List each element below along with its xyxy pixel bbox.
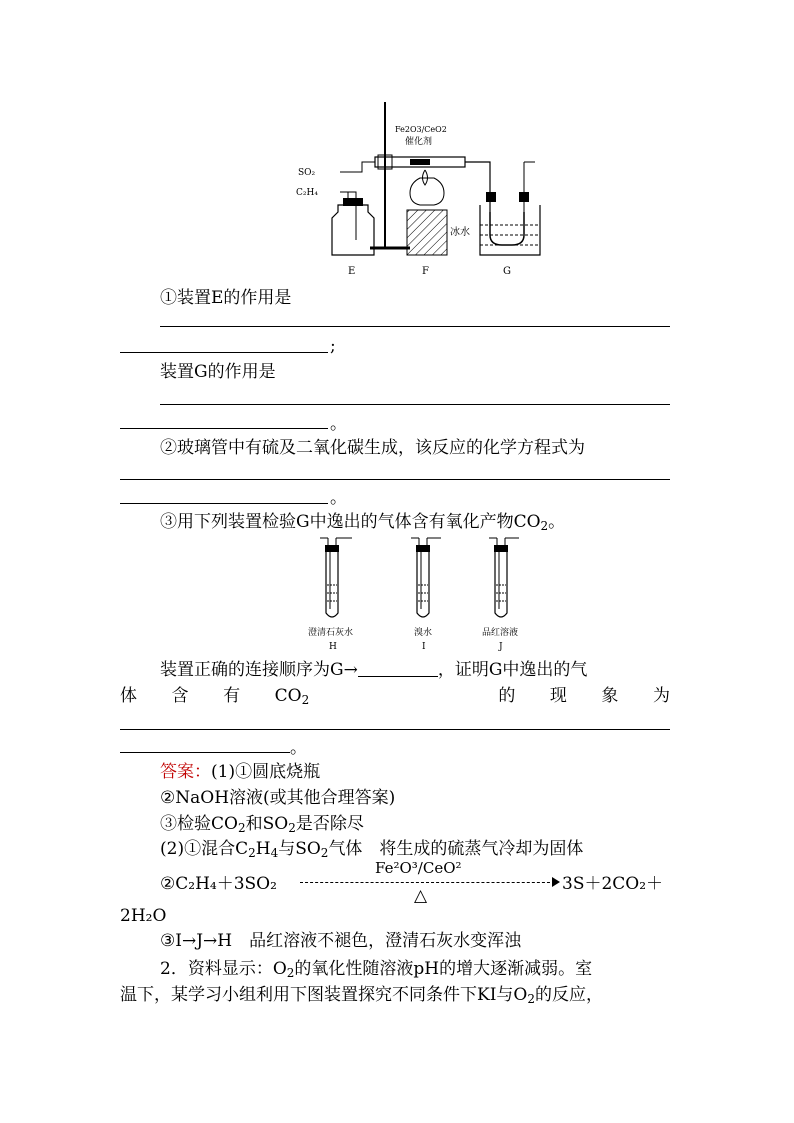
tube-h [320, 538, 352, 617]
label-f: F [422, 266, 429, 277]
tube-i-name: 溴水 [414, 628, 433, 638]
next-question-line-2: 温下，某学习小组利用下图装置探究不同条件下KI与$O_2$的反应， [120, 985, 603, 1006]
answer-blank-1a[interactable] [160, 326, 670, 327]
question-1: ①装置E的作用是 [160, 288, 292, 308]
answer-line-7: ③I→J→H 品红溶液不褪色，澄清石灰水变浑浊 [160, 931, 522, 951]
tube-i [411, 538, 441, 617]
question-4: ③用下列装置检验G中逸出的气体含有氧化产物$CO_2$。 [160, 512, 566, 533]
tube-j [489, 538, 519, 617]
answer-blank-1b[interactable] [120, 352, 328, 353]
arrow-head [552, 877, 560, 887]
question-5: 装置正确的连接顺序为G→ ，证明G中逸出的气 [160, 660, 588, 680]
answer-line-3: ③检验$CO_2$和$SO_2$是否除尽 [160, 814, 364, 835]
q3-end: 。 [330, 488, 347, 508]
question-2: 装置G的作用是 [160, 362, 276, 382]
ice-water-label: 冰水 [450, 227, 470, 238]
answer-blank-3b[interactable] [120, 503, 328, 504]
answer-blank-3a[interactable] [120, 479, 670, 480]
answer-blank-2b[interactable] [120, 428, 328, 429]
q5-end: 。 [290, 738, 307, 758]
so2-label: SO₂ [298, 168, 316, 178]
answer-label: 答案： [160, 762, 211, 782]
tube-h-name: 澄清石灰水 [308, 628, 354, 638]
catalyst-label: 催化剂 [405, 137, 433, 147]
apparatus-figure-efg [290, 100, 550, 280]
tube-j-letter: J [499, 642, 503, 652]
tube-h-letter: H [329, 642, 337, 652]
answer-line-4: (2)①混合$C_2H_4$与$SO_2$气体 将生成的硫蒸气冷却为固体 [160, 839, 584, 860]
label-e: E [348, 266, 356, 277]
answer-equation-left: ②C₂H₄＋3SO₂ [160, 874, 277, 894]
tube-j-name: 品红溶液 [482, 628, 519, 638]
reaction-arrow [300, 882, 555, 883]
answer-line-1: 答案：(1)①圆底烧瓶 [160, 762, 321, 782]
answer-line-6: 2H₂O [120, 906, 167, 926]
next-question-line-1: 2．资料显示：$O_2$的氧化性随溶液pH的增大逐渐减弱。室 [160, 959, 593, 980]
question-3: ②玻璃管中有硫及二氧化碳生成，该反应的化学方程式为 [160, 438, 585, 458]
answer-line-2: ②NaOH溶液(或其他合理答案) [160, 788, 396, 808]
tube-i-letter: I [422, 642, 426, 652]
catalyst-formula: Fe2O3/CeO2 [395, 125, 447, 134]
answer-blank-5a[interactable] [120, 729, 670, 730]
test-tubes-figure [300, 535, 540, 653]
c2h4-label: C₂H₄ [296, 188, 318, 198]
answer-blank-5b[interactable] [120, 752, 290, 753]
answer-equation-right: 3S＋2CO₂＋ [562, 874, 664, 894]
q2-end: 。 [330, 414, 347, 434]
connection-order-blank[interactable] [358, 660, 438, 677]
reaction-catalyst: Fe²O³/CeO² [375, 859, 462, 877]
question-5-line-2: 体 含 有 $CO_2$ 的 现 象 为 [120, 686, 670, 707]
label-g: G [503, 266, 511, 277]
answer-blank-2a[interactable] [160, 404, 670, 405]
reaction-heat: △ [414, 886, 428, 906]
q1-end: ; [330, 336, 336, 356]
